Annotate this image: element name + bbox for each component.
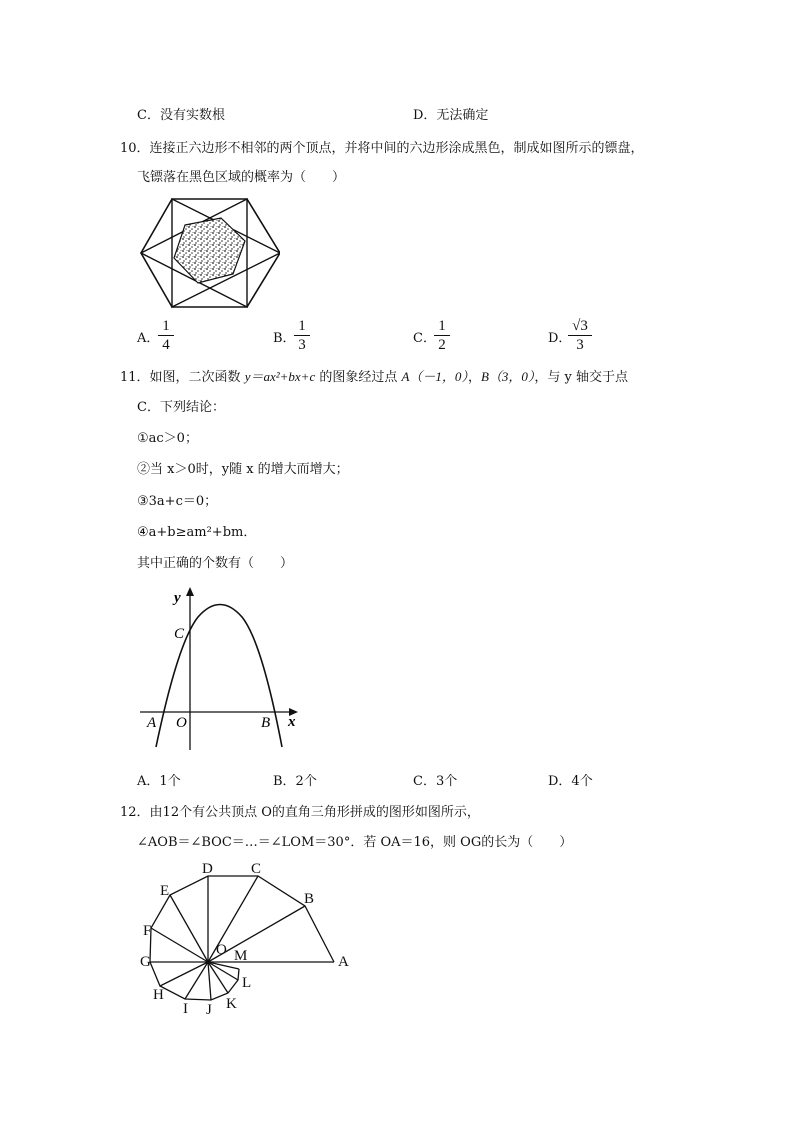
spoke-ok xyxy=(208,962,228,993)
q11-function: y＝ax²+bx+c xyxy=(244,369,316,384)
q10-option-a-fraction xyxy=(158,318,174,353)
q11-stem-part-a: 11．如图，二次函数 xyxy=(120,370,245,385)
fraction-bar xyxy=(568,335,592,336)
spoke-oe xyxy=(170,895,208,962)
q11-conclusion-3: ③3a+c＝0； xyxy=(137,494,218,509)
q10-option-d-num: √3 xyxy=(572,318,588,334)
q10-option-d-den: 3 xyxy=(576,337,584,353)
label-o: O xyxy=(216,942,227,958)
q11-conclusion-4: ④a+b≥am²+bm． xyxy=(137,525,257,540)
label-i: I xyxy=(183,1001,188,1017)
q10-option-b-fraction xyxy=(294,318,310,353)
fraction-bar xyxy=(158,335,174,336)
spoke-ol xyxy=(208,962,238,980)
q11-question: 其中正确的个数有（ ） xyxy=(137,556,294,571)
q10-option-c-num: 1 xyxy=(438,318,446,334)
fraction-bar xyxy=(294,335,310,336)
q11-conclusion-2: ②当 x＞0时，y随 x 的增大而增大； xyxy=(137,462,349,477)
q12-stem-line2: ∠AOB＝∠BOC＝…＝∠LOM＝30°．若 OA＝16，则 OG的长为（ ） xyxy=(137,835,573,850)
q11-option-c: C．3个 xyxy=(413,774,458,789)
q10-option-a-letter: A． xyxy=(137,331,160,346)
label-a: A xyxy=(338,954,349,970)
spoke-oj xyxy=(208,962,211,1000)
label-k: K xyxy=(226,996,237,1012)
q10-option-d-letter: D． xyxy=(548,331,572,346)
q10-option-b-num: 1 xyxy=(298,318,306,334)
q11-option-b: B．2个 xyxy=(273,774,317,789)
q10-option-b-den: 3 xyxy=(298,337,306,353)
q11-conclusion-1: ①ac＞0； xyxy=(137,431,198,446)
label-m: M xyxy=(234,948,248,964)
q10-option-c-letter: C． xyxy=(413,331,436,346)
spiral-triangles-figure xyxy=(138,858,358,1018)
q11-stem-line2: C．下列结论： xyxy=(137,400,225,415)
label-e: E xyxy=(160,883,170,899)
y-axis-arrow xyxy=(186,587,194,596)
black-region xyxy=(174,218,245,283)
label-c: C xyxy=(251,861,262,877)
axis-label-y: y xyxy=(174,590,181,606)
label-j: J xyxy=(206,1002,212,1018)
q10-option-c-fraction xyxy=(434,318,450,353)
q9-option-c: C．没有实数根 xyxy=(137,108,225,123)
q10-option-c-den: 2 xyxy=(438,337,446,353)
point-label-c: C xyxy=(174,626,185,642)
q11-separator: ， xyxy=(467,370,481,385)
q11-point-b: B（3，0） xyxy=(480,369,535,384)
q11-option-d: D．4个 xyxy=(548,774,593,789)
point-label-b: B xyxy=(261,715,271,731)
q12-stem-line1: 12．由12个有公共顶点 O的直角三角形拼成的图形如图所示， xyxy=(120,805,480,820)
q11-stem-line1 xyxy=(120,366,628,385)
fraction-bar xyxy=(434,335,450,336)
label-f: F xyxy=(143,923,152,939)
q10-option-b-letter: B． xyxy=(273,331,296,346)
point-label-a: A xyxy=(147,715,157,731)
q9-option-d: D．无法确定 xyxy=(413,108,489,123)
q10-option-a-num: 1 xyxy=(162,318,170,334)
label-d: D xyxy=(202,861,213,877)
q11-stem-part-b: 的图象经过点 xyxy=(315,370,402,385)
point-label-o: O xyxy=(176,715,187,731)
q11-stem-part-c: ，与 y 轴交于点 xyxy=(534,370,629,385)
q10-stem-line2: 飞镖落在黑色区域的概率为（ ） xyxy=(137,170,346,185)
label-l: L xyxy=(242,975,252,991)
q11-point-a: A（－1，0） xyxy=(401,369,468,384)
label-g: G xyxy=(140,954,151,970)
q10-option-a-den: 4 xyxy=(162,337,170,353)
q10-stem-line1: 10．连接正六边形不相邻的两个顶点，并将中间的六边形涂成黑色，制成如图所示的镖盘， xyxy=(120,141,644,156)
q10-option-d-fraction xyxy=(568,318,592,353)
label-b: B xyxy=(304,891,315,907)
dartboard-figure xyxy=(140,196,280,316)
spoke-of xyxy=(151,928,208,962)
label-h: H xyxy=(153,987,164,1003)
axis-label-x: x xyxy=(288,714,296,730)
parabola-graph xyxy=(138,582,308,757)
q11-option-a: A．1个 xyxy=(137,774,181,789)
